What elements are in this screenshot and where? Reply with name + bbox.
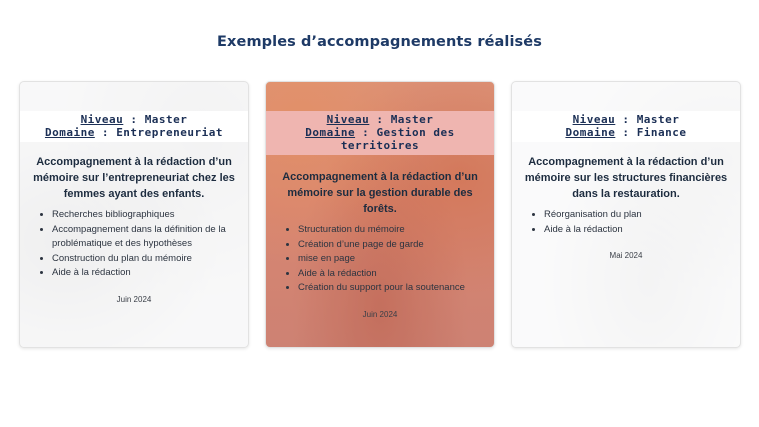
task-item: • Aide à la rédaction xyxy=(52,266,238,281)
task-item: • Création d’une page de garde xyxy=(298,238,484,253)
task-item: • Aide à la rédaction xyxy=(544,223,730,238)
task-item: • Accompagnement dans la définition de la problématique et des hypothèses xyxy=(52,223,238,252)
task-item: • Structuration du mémoire xyxy=(298,223,484,238)
card-level-line: Niveau : Master xyxy=(80,113,188,126)
card-date: Juin 2024 xyxy=(362,309,398,319)
example-card-entrepreneuriat xyxy=(19,81,249,348)
level-value: Master xyxy=(390,113,434,126)
level-label: Niveau xyxy=(80,113,124,126)
task-item: • Réorganisation du plan xyxy=(544,208,730,223)
domain-label: Domaine xyxy=(44,126,95,139)
card-date: Juin 2024 xyxy=(116,294,152,304)
task-item: • Création du support pour la soutenance xyxy=(298,281,484,296)
card-header xyxy=(512,111,740,142)
domain-value: Entrepreneuriat xyxy=(116,126,224,139)
card-level-line: Niveau : Master xyxy=(572,113,680,126)
domain-value: Gestion des territoires xyxy=(340,126,455,152)
level-value: Master xyxy=(636,113,680,126)
card-summary: Accompagnement à la rédaction d’un mémoire sur la gestion durable des forêts. xyxy=(282,171,478,215)
level-label: Niveau xyxy=(326,113,370,126)
card-domain-line: Domaine : Gestion des territoires xyxy=(305,126,455,152)
card-header xyxy=(20,111,248,142)
card-body xyxy=(266,169,494,319)
card-body xyxy=(20,154,248,304)
card-body xyxy=(512,154,740,260)
card-domain-line: Domaine : Entrepreneuriat xyxy=(44,126,224,139)
task-item: • Construction du plan du mémoire xyxy=(52,252,238,267)
domain-label: Domaine xyxy=(305,126,356,139)
card-summary: Accompagnement à la rédaction d’un mémoire sur les structures financières dans la restauration. xyxy=(524,156,728,200)
task-item: • Aide à la rédaction xyxy=(298,267,484,282)
example-card-finance xyxy=(511,81,741,348)
level-label: Niveau xyxy=(572,113,616,126)
card-date: Mai 2024 xyxy=(609,251,643,260)
task-item: • Recherches bibliographiques xyxy=(52,208,238,223)
domain-value: Finance xyxy=(636,126,687,139)
card-domain-line: Domaine : Finance xyxy=(565,126,687,139)
card-level-line: Niveau : Master xyxy=(326,113,434,126)
card-summary: Accompagnement à la rédaction d’un mémoire sur l’entrepreneuriat chez les femmes ayant des enfants. xyxy=(33,156,235,200)
task-item: • mise en page xyxy=(298,252,484,267)
task-list xyxy=(30,208,238,281)
example-card-gestion-territoires xyxy=(265,81,495,348)
task-list xyxy=(522,208,730,237)
level-value: Master xyxy=(144,113,188,126)
card-header xyxy=(266,111,494,155)
task-list xyxy=(276,223,484,296)
page-title: Exemples d’accompagnements réalisés xyxy=(217,34,542,50)
domain-label: Domaine xyxy=(565,126,616,139)
